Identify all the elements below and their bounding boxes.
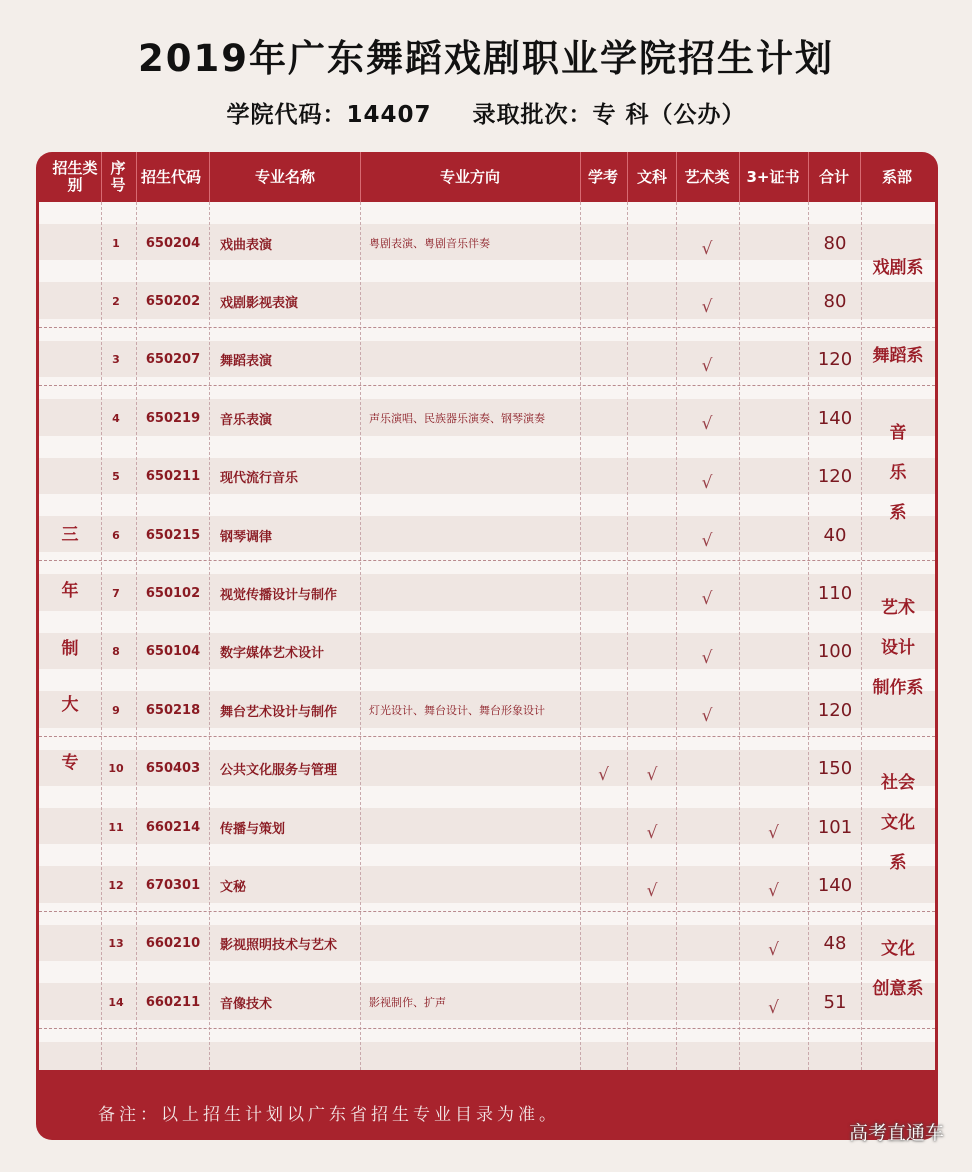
department-line: 设计 — [881, 637, 915, 658]
group-divider — [39, 736, 935, 737]
header-divider — [360, 152, 361, 202]
row-code: 660214 — [145, 819, 201, 835]
header-divider — [739, 152, 740, 202]
check-yishu: √ — [701, 531, 713, 551]
check-yishu: √ — [701, 355, 713, 376]
group-divider — [39, 327, 935, 328]
row-major: 视觉传播设计与制作 — [220, 587, 338, 603]
check-wenke: √ — [646, 764, 658, 785]
header-divider — [580, 152, 581, 202]
header-code: 招生代码 — [140, 167, 201, 186]
department-label — [861, 210, 935, 327]
check-yishu: √ — [701, 239, 713, 259]
column-divider — [101, 202, 102, 1070]
check-yishu: √ — [701, 297, 713, 318]
row-code: 650211 — [145, 469, 201, 485]
row-direction: 粤剧表演、粤剧音乐伴奏 — [369, 237, 490, 250]
row-total: 110 — [817, 582, 853, 604]
department-label — [861, 736, 935, 911]
row-code: 650218 — [145, 702, 201, 718]
group-divider — [39, 1028, 935, 1029]
department-label — [861, 560, 935, 735]
row-seq: 1 — [112, 236, 120, 250]
row-total: 100 — [817, 641, 853, 663]
row-seq: 7 — [112, 586, 120, 600]
row-major: 音像技术 — [220, 996, 273, 1012]
row-code: 650204 — [145, 235, 201, 251]
row-stripe — [39, 961, 935, 983]
row-code: 650102 — [145, 585, 201, 601]
row-code: 650403 — [145, 761, 201, 777]
row-total: 80 — [823, 232, 847, 254]
row-stripe — [39, 669, 935, 691]
row-seq: 8 — [112, 645, 120, 659]
check-wenke: √ — [646, 881, 658, 902]
footnote: 备注：以上招生计划以广东省招生专业目录为准。 — [98, 1104, 560, 1125]
row-seq: 13 — [108, 937, 124, 951]
row-total: 51 — [823, 991, 847, 1013]
check-yishu: √ — [701, 706, 713, 727]
row-total: 120 — [817, 349, 853, 371]
header-direction: 专业方向 — [439, 167, 500, 186]
row-direction: 声乐演唱、民族器乐演奏、钢琴演奏 — [369, 412, 545, 426]
category-char: 制 — [61, 639, 79, 659]
department-label — [861, 385, 935, 560]
row-major: 现代流行音乐 — [220, 471, 299, 487]
check-yishu: √ — [701, 414, 713, 435]
row-code: 650219 — [145, 410, 201, 426]
row-major: 钢琴调律 — [220, 529, 273, 545]
header-dept: 系部 — [881, 167, 912, 186]
row-seq: 3 — [112, 353, 120, 367]
header-divider — [860, 152, 861, 202]
row-seq: 5 — [112, 470, 120, 484]
check-yishu: √ — [701, 589, 713, 610]
department-line: 音 — [889, 422, 907, 443]
row-seq: 6 — [112, 528, 120, 542]
row-stripe — [39, 319, 935, 341]
category-char: 三 — [61, 525, 79, 545]
check-cert: √ — [768, 998, 779, 1019]
subtitle — [0, 96, 972, 129]
college-code: 学院代码：14407 — [226, 102, 432, 128]
group-divider — [39, 911, 935, 912]
row-code: 650215 — [145, 527, 201, 543]
row-stripe — [39, 202, 935, 224]
department-line: 制作系 — [872, 677, 924, 698]
table-body — [39, 202, 935, 1070]
column-divider — [627, 202, 628, 1070]
row-major: 数字媒体艺术设计 — [220, 646, 325, 662]
row-seq: 2 — [112, 294, 120, 308]
header-divider — [136, 152, 137, 202]
row-total: 101 — [817, 816, 853, 838]
row-code: 650202 — [145, 293, 201, 309]
column-divider — [676, 202, 677, 1070]
header-divider — [101, 152, 102, 202]
row-total: 80 — [823, 290, 847, 312]
department-line: 艺术 — [881, 597, 915, 618]
category-char: 专 — [61, 753, 79, 773]
department-line: 文化 — [881, 939, 915, 960]
page-title: 2019年广东舞蹈戏剧职业学院招生计划 — [138, 37, 834, 80]
row-seq: 14 — [108, 995, 124, 1009]
row-seq: 10 — [108, 762, 124, 776]
row-major: 传播与策划 — [220, 821, 286, 837]
row-total: 120 — [817, 466, 853, 488]
admission-batch: 录取批次：专 科（公办） — [472, 102, 746, 128]
header-seq: 序号 — [110, 159, 126, 194]
department-line: 戏剧系 — [872, 258, 924, 279]
row-code: 660211 — [145, 994, 201, 1010]
header-yishu: 艺术类 — [684, 167, 730, 186]
row-total: 40 — [823, 524, 847, 546]
department-line: 系 — [889, 502, 907, 523]
row-direction: 灯光设计、舞台设计、舞台形象设计 — [369, 704, 545, 718]
category-char: 大 — [61, 695, 79, 715]
row-major: 公共文化服务与管理 — [220, 763, 338, 779]
row-code: 650104 — [145, 644, 201, 660]
check-yishu: √ — [701, 647, 713, 668]
row-stripe — [39, 494, 935, 516]
check-xuekao: √ — [598, 764, 609, 785]
row-stripe — [39, 728, 935, 750]
row-seq: 9 — [112, 703, 120, 717]
row-stripe — [39, 552, 935, 574]
department-line: 社会 — [881, 773, 915, 794]
row-major: 文秘 — [220, 879, 247, 895]
row-direction: 影视制作、扩声 — [369, 996, 446, 1010]
row-seq: 4 — [112, 411, 120, 425]
row-stripe — [39, 844, 935, 866]
row-major: 戏剧影视表演 — [220, 295, 299, 311]
row-total: 120 — [817, 699, 853, 721]
row-major: 影视照明技术与艺术 — [220, 938, 338, 954]
header-xuekao: 学考 — [587, 167, 618, 186]
group-divider — [39, 560, 935, 561]
department-label — [861, 911, 935, 1028]
header-divider — [808, 152, 809, 202]
row-seq: 12 — [108, 878, 124, 892]
row-total: 140 — [817, 407, 853, 429]
header-category: 招生类别 — [52, 159, 98, 194]
group-divider — [39, 385, 935, 386]
row-major: 舞台艺术设计与制作 — [220, 704, 338, 720]
check-cert: √ — [768, 939, 779, 960]
row-stripe — [39, 611, 935, 633]
row-major: 舞蹈表演 — [220, 354, 273, 370]
row-stripe — [39, 786, 935, 808]
row-code: 660210 — [145, 936, 201, 952]
row-code: 670301 — [145, 877, 201, 893]
check-cert: √ — [768, 881, 779, 902]
row-stripe — [39, 903, 935, 925]
category-char: 年 — [61, 581, 79, 601]
check-yishu: √ — [701, 472, 713, 493]
row-code: 650207 — [145, 352, 201, 368]
row-major: 戏曲表演 — [220, 237, 273, 253]
check-wenke: √ — [646, 823, 658, 843]
department-line: 创意系 — [872, 979, 924, 1000]
row-stripe — [39, 260, 935, 282]
row-stripe — [39, 377, 935, 399]
header-wenke: 文科 — [636, 167, 667, 186]
header-divider — [676, 152, 677, 202]
header-divider — [209, 152, 210, 202]
column-divider — [580, 202, 581, 1070]
row-stripe — [39, 1020, 935, 1042]
header-major: 专业名称 — [254, 167, 315, 186]
row-total: 48 — [823, 933, 847, 955]
watermark: 高考直通车 — [848, 1122, 944, 1144]
row-stripe — [39, 436, 935, 458]
row-total: 140 — [817, 874, 853, 896]
header-divider — [627, 152, 628, 202]
header-cert: 3+证书 — [746, 167, 800, 186]
check-cert: √ — [768, 823, 779, 843]
row-major: 音乐表演 — [220, 412, 273, 428]
department-line: 系 — [889, 853, 907, 874]
row-seq: 11 — [108, 820, 124, 834]
department-line: 文化 — [881, 813, 915, 834]
department-label — [861, 327, 935, 385]
header-total: 合计 — [818, 167, 849, 186]
department-line: 舞蹈系 — [872, 345, 924, 366]
row-total: 150 — [817, 758, 853, 780]
department-line: 乐 — [889, 462, 907, 483]
